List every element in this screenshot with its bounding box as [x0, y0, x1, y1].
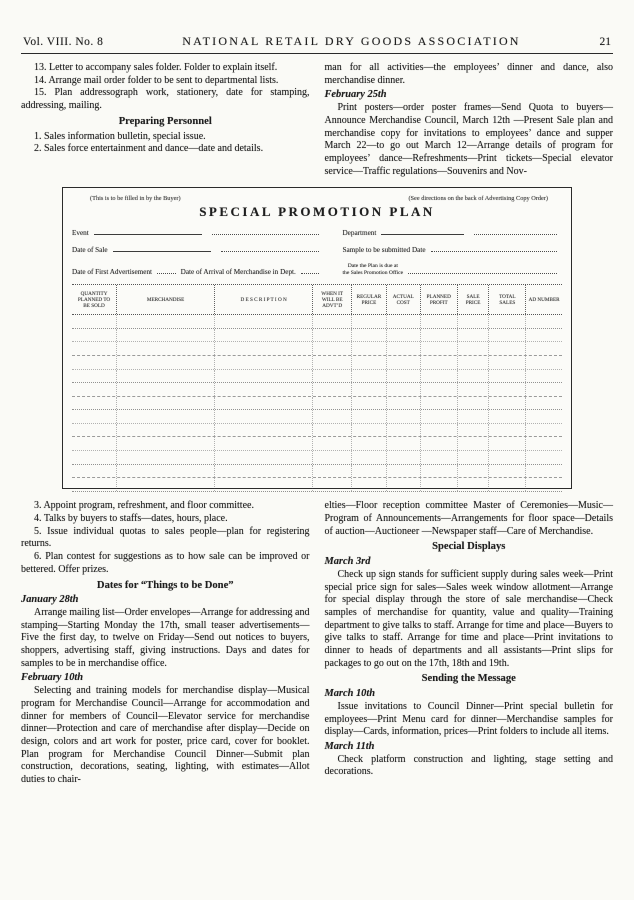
form-table-cell [72, 342, 116, 355]
form-table-cell [488, 329, 525, 342]
field-label-line: the Sales Promotion Office [342, 269, 404, 276]
form-table-cell [488, 342, 525, 355]
form-table-cell [488, 437, 525, 450]
form-table-column-header: ACTUAL COST [386, 285, 420, 314]
event-field [72, 229, 324, 237]
form-table-cell [488, 451, 525, 464]
form-field-row [72, 229, 562, 237]
form-table-cell [488, 397, 525, 410]
form-table-cell [351, 465, 385, 478]
form-table-column-header: D E S C R I P T I O N [214, 285, 312, 314]
form-table-cell [525, 356, 562, 369]
form-table-cell [72, 356, 116, 369]
section-heading: Preparing Personnel [118, 115, 212, 127]
form-table-cell [457, 356, 489, 369]
field-label [342, 263, 403, 276]
form-notes [72, 193, 562, 202]
form-table-cell [214, 478, 312, 491]
form-table-cell [457, 465, 489, 478]
list-item: 14. Arrange mail order folder to be sent to departmental lists. [34, 74, 279, 86]
fill-in-line [381, 234, 464, 235]
form-table-cell [488, 370, 525, 383]
list-item: 2. Sales force entertainment and dance—date and details. [34, 143, 264, 155]
form-table-cell [420, 370, 457, 383]
form-table-row [72, 383, 562, 397]
form-table-cell [214, 329, 312, 342]
form-table-cell [457, 424, 489, 437]
form-table-cell [420, 383, 457, 396]
form-table-cell [116, 329, 214, 342]
form-table-cell [525, 451, 562, 464]
date-of-sale-field [72, 246, 324, 254]
form-table-cell [214, 383, 312, 396]
paragraph: Check up sign stands for sufficient supply during sales week—Print special price sign for sales—Sales week window allotment—Arrange for special display through the store of sale merchandise—Check samples of merchandise for quantity, value and quality—Training department to give talks to staff. Arrange for time and place—Buyers to give talks to staff. Arrange for time and place—Print invitations to dinner to heads of departments and all assistants—Print slips for packages to go out on the 17th, 18th and 19th. [324, 568, 613, 669]
form-table-cell [386, 478, 420, 491]
form-table-cell [488, 410, 525, 423]
form-table-cell [525, 424, 562, 437]
form-table-cell [72, 397, 116, 410]
form-table-cell [351, 424, 385, 437]
form-table-row [72, 370, 562, 384]
fill-in-line [474, 234, 557, 235]
form-table-cell [457, 410, 489, 423]
form-table-cell [457, 370, 489, 383]
form-table-cell [386, 315, 420, 328]
form-table-cell [116, 437, 214, 450]
form-table-row [72, 451, 562, 465]
form-table-cell [420, 315, 457, 328]
form-table-row [72, 356, 562, 370]
field-label: Date of First Advertisement [72, 268, 153, 277]
lower-text-block [21, 500, 613, 786]
form-table-cell [457, 315, 489, 328]
form-table-cell [72, 383, 116, 396]
form-table-cell [351, 356, 385, 369]
field-label: Department [342, 229, 377, 238]
form-note-left: (This is to be filled in by the Buyer) [90, 195, 181, 203]
form-table-cell [214, 424, 312, 437]
form-table-cell [351, 451, 385, 464]
form-table-cell [116, 478, 214, 491]
field-label: Date of Arrival of Merchandise in Dept. [180, 268, 296, 277]
form-table-cell [386, 329, 420, 342]
form-table-row [72, 478, 562, 492]
form-table-cell [116, 410, 214, 423]
list-item: 1. Sales information bulletin, special issue. [34, 130, 206, 142]
form-table-cell [351, 315, 385, 328]
date-heading: February 25th [324, 89, 387, 101]
form-table-cell [214, 397, 312, 410]
lower-left-column [21, 500, 310, 786]
form-table-cell [214, 315, 312, 328]
lower-right-column [325, 500, 614, 786]
form-table-cell [116, 451, 214, 464]
form-table-cell [525, 370, 562, 383]
form-table-cell [457, 397, 489, 410]
form-table-column-header: WHEN IT WILL BE ADVT’D [312, 285, 351, 314]
form-table-body [72, 315, 562, 492]
form-table-cell [351, 410, 385, 423]
form-note-right: (See directions on the back of Advertising Copy Order) [408, 195, 548, 203]
form-table-row [72, 397, 562, 411]
form-table-cell [312, 451, 351, 464]
paragraph: man for all activities—the employees’ dinner and dance, also merchandise dinner. [324, 62, 613, 86]
form-table-cell [116, 342, 214, 355]
form-table-cell [72, 424, 116, 437]
form-table-cell [116, 383, 214, 396]
form-table-cell [116, 424, 214, 437]
form-table-cell [420, 437, 457, 450]
form-table-cell [214, 410, 312, 423]
form-table-cell [351, 437, 385, 450]
form-table-cell [488, 315, 525, 328]
form-table [72, 284, 562, 492]
form-table-cell [312, 410, 351, 423]
form-table-cell [312, 437, 351, 450]
fill-in-line [221, 251, 319, 252]
department-field [342, 229, 562, 237]
form-table-cell [116, 356, 214, 369]
sample-date-field [342, 246, 562, 254]
form-table-cell [72, 478, 116, 491]
upper-left-column [21, 62, 310, 178]
form-table-cell [386, 370, 420, 383]
form-table-cell [525, 342, 562, 355]
form-table-cell [214, 370, 312, 383]
form-table-row [72, 410, 562, 424]
plan-due-field [342, 263, 562, 276]
upper-text-block [21, 62, 613, 178]
upper-right-column [325, 62, 614, 178]
form-table-cell [72, 370, 116, 383]
form-table-cell [420, 356, 457, 369]
form-table-cell [72, 437, 116, 450]
form-table-cell [525, 315, 562, 328]
form-table-cell [457, 437, 489, 450]
form-table-row [72, 424, 562, 438]
volume-number: Vol. VIII. No. 8 [23, 36, 104, 48]
form-table-cell [312, 370, 351, 383]
form-table-cell [312, 342, 351, 355]
form-table-cell [386, 356, 420, 369]
form-table-cell [351, 383, 385, 396]
form-table-cell [525, 329, 562, 342]
form-table-cell [214, 437, 312, 450]
form-table-cell [72, 410, 116, 423]
paragraph: Print posters—order poster frames—Send Quota to buyers—Announce Merchandise Council, March 12th —Present Sale plan and merchandise copy for invitations to employees’ dance and supper March 22—to go out March 12—Arrange details of program for employees’ dance—Refreshments—Print tickets—Special elevator service—Traffic regulations—Souvenirs and Nov- [324, 102, 613, 177]
form-table-cell [457, 478, 489, 491]
section-heading: Sending the Message [421, 673, 516, 685]
form-table-cell [312, 397, 351, 410]
form-table-cell [525, 437, 562, 450]
form-table-cell [386, 383, 420, 396]
paragraph: Arrange mailing list—Order envelopes—Arrange for addressing and stamping—Starting Monday the 17th, small teaser advertisements—Five the first day, to twelve on Friday—Send out notices to buyers, shoppers, advertising staff, giving instructions. Days and dates for samples to be in merchandise office. [21, 606, 310, 669]
form-table-cell [488, 356, 525, 369]
list-item: 5. Issue individual quotas to sales people—plan for registering returns. [21, 525, 310, 550]
form-table-cell [116, 397, 214, 410]
form-table-row [72, 342, 562, 356]
fill-in-line [113, 251, 211, 252]
form-table-row [72, 465, 562, 479]
form-table-cell [525, 410, 562, 423]
list-item: 6. Plan contest for suggestions as to how sale can be improved or bettered. Offer prizes. [21, 551, 310, 575]
form-table-cell [312, 356, 351, 369]
form-table-cell [386, 451, 420, 464]
date-heading: March 3rd [324, 556, 371, 568]
form-table-cell [420, 410, 457, 423]
form-table-cell [351, 329, 385, 342]
date-heading: March 11th [324, 740, 375, 752]
form-table-cell [386, 397, 420, 410]
fill-in-line [431, 251, 557, 252]
fill-in-line [157, 273, 176, 274]
section-heading: Dates for “Things to be Done” [96, 579, 234, 591]
form-field-row [72, 263, 562, 276]
fill-in-line [94, 234, 202, 235]
form-table-row [72, 329, 562, 343]
form-table-cell [386, 410, 420, 423]
form-table-cell [312, 315, 351, 328]
form-field-row [72, 246, 562, 254]
form-table-cell [214, 465, 312, 478]
form-table-cell [312, 329, 351, 342]
field-label: Event [72, 229, 89, 238]
paragraph: elties—Floor reception committee Master of Ceremonies—Music—Program of Announcements—Arrangements for floor space—Details of auction—Auctioneer —Newspaper staff—Care of Merchandise. [324, 500, 613, 537]
form-table-cell [457, 342, 489, 355]
journal-title: NATIONAL RETAIL DRY GOODS ASSOCIATION [182, 34, 521, 48]
first-advertisement-field [72, 268, 324, 276]
paragraph: Check platform construction and lighting, stage setting and decorations. [324, 753, 613, 778]
form-table-cell [420, 342, 457, 355]
form-table-cell [488, 465, 525, 478]
form-table-cell [420, 451, 457, 464]
form-table-column-header: PLANNED PROFIT [420, 285, 457, 314]
form-table-cell [488, 383, 525, 396]
form-table-cell [116, 370, 214, 383]
form-table-column-header: REGULAR PRICE [351, 285, 385, 314]
form-table-cell [72, 465, 116, 478]
form-table-cell [420, 329, 457, 342]
form-table-cell [386, 424, 420, 437]
form-table-cell [116, 465, 214, 478]
form-table-cell [312, 424, 351, 437]
running-head [21, 34, 613, 54]
fill-in-line [212, 234, 320, 235]
form-table-cell [525, 478, 562, 491]
page-number: 21 [599, 36, 611, 48]
list-item: 13. Letter to accompany sales folder. Folder to explain itself. [34, 62, 278, 73]
form-table-cell [312, 383, 351, 396]
form-table-cell [457, 383, 489, 396]
special-promotion-plan-form [62, 187, 572, 489]
fill-in-line [301, 273, 320, 274]
field-label-line: Date the Plan is due at [347, 263, 398, 270]
date-heading: January 28th [21, 594, 79, 606]
section-heading: Special Displays [432, 541, 506, 553]
form-table-column-header: QUANTITY PLANNED TO BE SOLD [77, 290, 111, 309]
form-table-cell [525, 383, 562, 396]
list-item: 3. Appoint program, refreshment, and floor committee. [34, 500, 254, 512]
form-table-cell [72, 315, 116, 328]
form-table-cell [386, 437, 420, 450]
form-table-cell [72, 329, 116, 342]
form-table-cell [386, 465, 420, 478]
form-table-cell [214, 451, 312, 464]
form-table-cell [420, 465, 457, 478]
form-table-cell [214, 356, 312, 369]
form-table-cell [351, 397, 385, 410]
list-item: 15. Plan addressograph work, stationery, date for stamping, addressing, mailing. [21, 87, 310, 112]
form-table-cell [525, 465, 562, 478]
field-label: Date of Sale [72, 246, 108, 255]
form-table-cell [351, 478, 385, 491]
list-item: 4. Talks by buyers to staffs—dates, hours, place. [34, 513, 228, 525]
form-table-column-header: TOTAL SALES [488, 285, 525, 314]
form-table-cell [386, 342, 420, 355]
paragraph: Issue invitations to Council Dinner—Print special bulletin for employees—Print Menu card for dinner—Merchandise samples for display—Cards, information, prices—Print folders to include all items. [324, 700, 613, 738]
form-table-row [72, 315, 562, 329]
form-table-cell [351, 370, 385, 383]
form-table-cell [488, 478, 525, 491]
form-table-column-header: MERCHANDISE [116, 285, 214, 314]
form-table-cell [351, 342, 385, 355]
date-heading: February 10th [21, 672, 84, 684]
form-table-cell [116, 315, 214, 328]
form-table-cell [420, 397, 457, 410]
form-table-column-header: SALE PRICE [457, 285, 489, 314]
form-table-cell [457, 329, 489, 342]
form-table-cell [525, 397, 562, 410]
form-table-cell [457, 451, 489, 464]
form-table-header [72, 285, 562, 315]
form-table-column-header: AD NUMBER [525, 285, 562, 314]
form-table-cell [312, 465, 351, 478]
date-heading: March 10th [324, 688, 376, 700]
fill-in-line [408, 273, 557, 274]
form-table-row [72, 437, 562, 451]
form-table-cell [420, 478, 457, 491]
form-table-cell [72, 451, 116, 464]
form-title: SPECIAL PROMOTION PLAN [199, 204, 435, 220]
field-label: Sample to be submitted Date [342, 246, 426, 255]
form-table-cell [420, 424, 457, 437]
paragraph: Selecting and training models for merchandise display—Musical program for Merchandise Council—Arrange for accommodation and dinner for members of Council—Elevator service for merchandise dinner—Protection and care of merchandise after display—Decide on design, colors and art work for poster, price card, cover for booklet. Plan program for Merchandise Council Dinner—Submit plan construction, decorations, seating, lighting, with estimates—Allot duties to chair- [21, 685, 310, 786]
form-table-cell [214, 342, 312, 355]
form-table-cell [312, 478, 351, 491]
form-table-cell [488, 424, 525, 437]
